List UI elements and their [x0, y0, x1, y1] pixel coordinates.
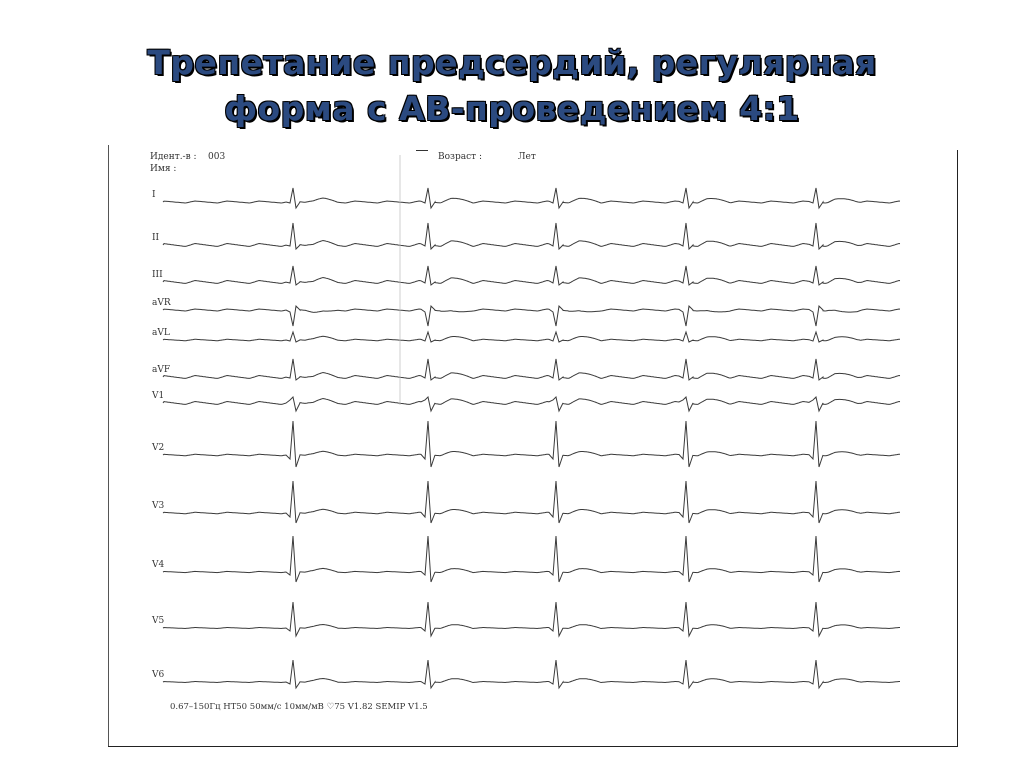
- patient-id-label: Идент.-в :: [150, 152, 197, 162]
- lead-trace: [163, 602, 900, 636]
- lead-label: V6: [152, 670, 165, 680]
- lead-label: II: [152, 233, 160, 243]
- slide-title: [0, 40, 1024, 132]
- lead-trace: [163, 332, 900, 342]
- lead-label: V4: [152, 560, 165, 570]
- lead-trace: [163, 536, 900, 582]
- lead-label: III: [152, 270, 163, 280]
- lead-label: V5: [152, 616, 165, 626]
- lead-trace: [163, 421, 900, 467]
- lead-label: I: [152, 190, 156, 200]
- age-unit: Лет: [518, 152, 536, 162]
- patient-id-value: 003: [208, 152, 226, 162]
- lead-trace: [163, 481, 900, 523]
- lead-trace: [163, 397, 900, 411]
- lead-label: V1: [152, 391, 165, 401]
- ecg-traces: [108, 145, 958, 747]
- lead-trace: [163, 188, 900, 208]
- ecg-sheet: [108, 145, 958, 747]
- lead-label: aVF: [152, 365, 171, 375]
- lead-trace: [163, 359, 900, 380]
- recording-settings: 0.67–150Гц НТ50 50мм/с 10мм/мВ ♡75 V1.82 SEMIP V1.5: [170, 702, 428, 712]
- lead-label: V3: [152, 501, 165, 511]
- lead-trace: [163, 306, 900, 326]
- lead-label: V2: [152, 443, 165, 453]
- title-line-1: Трепетание предсердий, регулярная: [147, 43, 877, 82]
- lead-trace: [163, 660, 900, 688]
- age-label: Возраст :: [438, 152, 482, 162]
- title-line-2: форма с АВ-проведением 4:1: [224, 89, 800, 128]
- patient-name-label: Имя :: [150, 164, 177, 174]
- lead-label: aVR: [152, 298, 171, 308]
- lead-label: aVL: [152, 328, 170, 338]
- lead-trace: [163, 266, 900, 285]
- lead-trace: [163, 223, 900, 249]
